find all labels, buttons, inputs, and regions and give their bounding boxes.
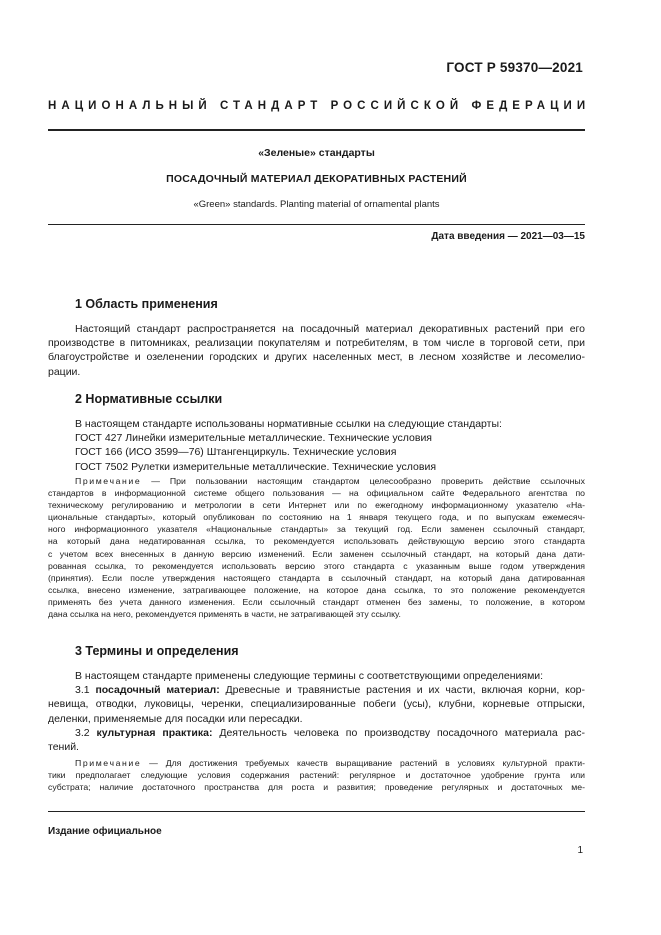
title-divider xyxy=(48,224,585,225)
term-line: 3.1 посадочный материал: Древесные и травянистые растения и их части, включая корни, кор- xyxy=(75,684,585,697)
section-1-text xyxy=(48,322,585,379)
note-label: Примечание xyxy=(75,476,142,486)
document-title: ПОСАДОЧНЫЙ МАТЕРИАЛ ДЕКОРАТИВНЫХ РАСТЕНИЙ xyxy=(166,173,467,185)
note-line: рованная ссылка, то рекомендуется использовать версию этого стандарта с указанным выше годом утверждения xyxy=(48,560,585,571)
text-line: производстве в питомниках, реализации покупателям и потребителям, в том числе в торговой сети, при xyxy=(48,337,585,350)
note-line: тики предполагает следующие условия содержания растений: регулярное и достаточное удобрение грунта или xyxy=(48,770,585,781)
section-3-heading: 3 Термины и определения xyxy=(75,644,239,658)
edition-label: Издание официальное xyxy=(48,826,162,837)
text-line: благоустройстве и озеленении городских и других населенных мест, в лесном хозяйстве и лесомелио- xyxy=(48,351,585,364)
reference-item: ГОСТ 427 Линейки измерительные металлические. Технические условия xyxy=(75,432,432,445)
section-2-text xyxy=(48,417,585,474)
introduction-date: Дата введения — 2021—03—15 xyxy=(431,231,585,242)
page-number: 1 xyxy=(577,845,583,856)
document-code: ГОСТ Р 59370—2021 xyxy=(446,60,583,75)
section-3-text xyxy=(48,669,585,754)
term-line: 3.2 культурная практика: Деятельность человека по производству посадочного материала рас- xyxy=(75,726,585,739)
note-line: стандартов в информационной системе общего пользования — на официальном сайте Федерального агентства по xyxy=(48,488,585,499)
text-line: невища, отводки, луковицы, черенки, специализированные побеги (усы), клубни, корневые отпрыски, xyxy=(48,698,585,711)
note-line: Примечание — Для достижения требуемых качеств выращивание растений в условиях культурной практи- xyxy=(75,758,585,768)
header-divider xyxy=(48,129,585,131)
section-2-heading: 2 Нормативные ссылки xyxy=(75,392,223,406)
document-title-english: «Green» standards. Planting material of ornamental plants xyxy=(193,199,440,210)
section-3-note xyxy=(48,757,585,793)
term-name: культурная практика: xyxy=(96,726,213,739)
reference-item: ГОСТ 7502 Рулетки измерительные металлические. Технические условия xyxy=(75,460,437,473)
reference-item: ГОСТ 166 (ИСО 3599—76) Штангенциркуль. Технические условия xyxy=(75,446,397,459)
note-line: дана ссылка на него, рекомендуется применять в части, не затрагивающей эту ссылку. xyxy=(48,609,401,620)
text-line: тений. xyxy=(48,741,79,754)
note-line: применять без учета данного изменения. Если ссылочный стандарт отменен без замены, то положение, в котором xyxy=(48,596,585,607)
note-line: техническому регулированию и метрологии в сети Интернет или по ежегодному информационному указателю «На- xyxy=(48,500,585,511)
text-line: В настоящем стандарте применены следующие термины с соответствующими определениями: xyxy=(75,670,544,682)
footer-divider xyxy=(48,811,585,812)
note-line: Примечание — При пользовании настоящим стандартом целесообразно проверить действие ссылочных xyxy=(75,476,585,486)
text-line: В настоящем стандарте использованы нормативные ссылки на следующие стандарты: xyxy=(75,418,502,430)
national-standard-banner: НАЦИОНАЛЬНЫЙ СТАНДАРТ РОССИЙСКОЙ ФЕДЕРАЦИИ xyxy=(48,100,591,112)
series-title: «Зеленые» стандарты xyxy=(258,147,375,159)
note-line: ного информационного указателя «Национальные стандарты» за текущий год. Если заменен ссылочный стандарт, xyxy=(48,524,585,535)
section-2-note xyxy=(48,475,585,620)
text-line: рации. xyxy=(48,365,81,378)
text-line: деленки, применяемые для посадки или пересадки. xyxy=(48,712,303,725)
note-label: Примечание xyxy=(75,758,142,768)
note-line: циональные стандарты», который опубликован по состоянию на 1 января текущего года, и по выпускам ежемесяч- xyxy=(48,512,585,523)
note-line: субстрата; наличие достаточного пространства для роста и развития; проведение регулярных и достаточных ме- xyxy=(48,782,585,793)
note-line: на который дана недатированная ссылка, то рекомендуется использовать действующую версию этого стандарта xyxy=(48,536,585,547)
note-line: ссылка, внесено изменение, затрагивающее положение, на которое дана ссылка, то это положение рекомендуется xyxy=(48,584,585,595)
text-line: Настоящий стандарт распространяется на посадочный материал декоративных растений при его xyxy=(75,323,585,335)
section-1-heading: 1 Область применения xyxy=(75,297,218,311)
term-name: посадочный материал: xyxy=(95,684,220,697)
note-line: с учетом всех внесенных в данную версию изменений. Если заменен ссылочный стандарт, на который дана дати- xyxy=(48,548,585,559)
note-line: (принятия). Если после утверждения настоящего стандарта в ссылочный стандарт, на который дана датированная xyxy=(48,572,585,583)
